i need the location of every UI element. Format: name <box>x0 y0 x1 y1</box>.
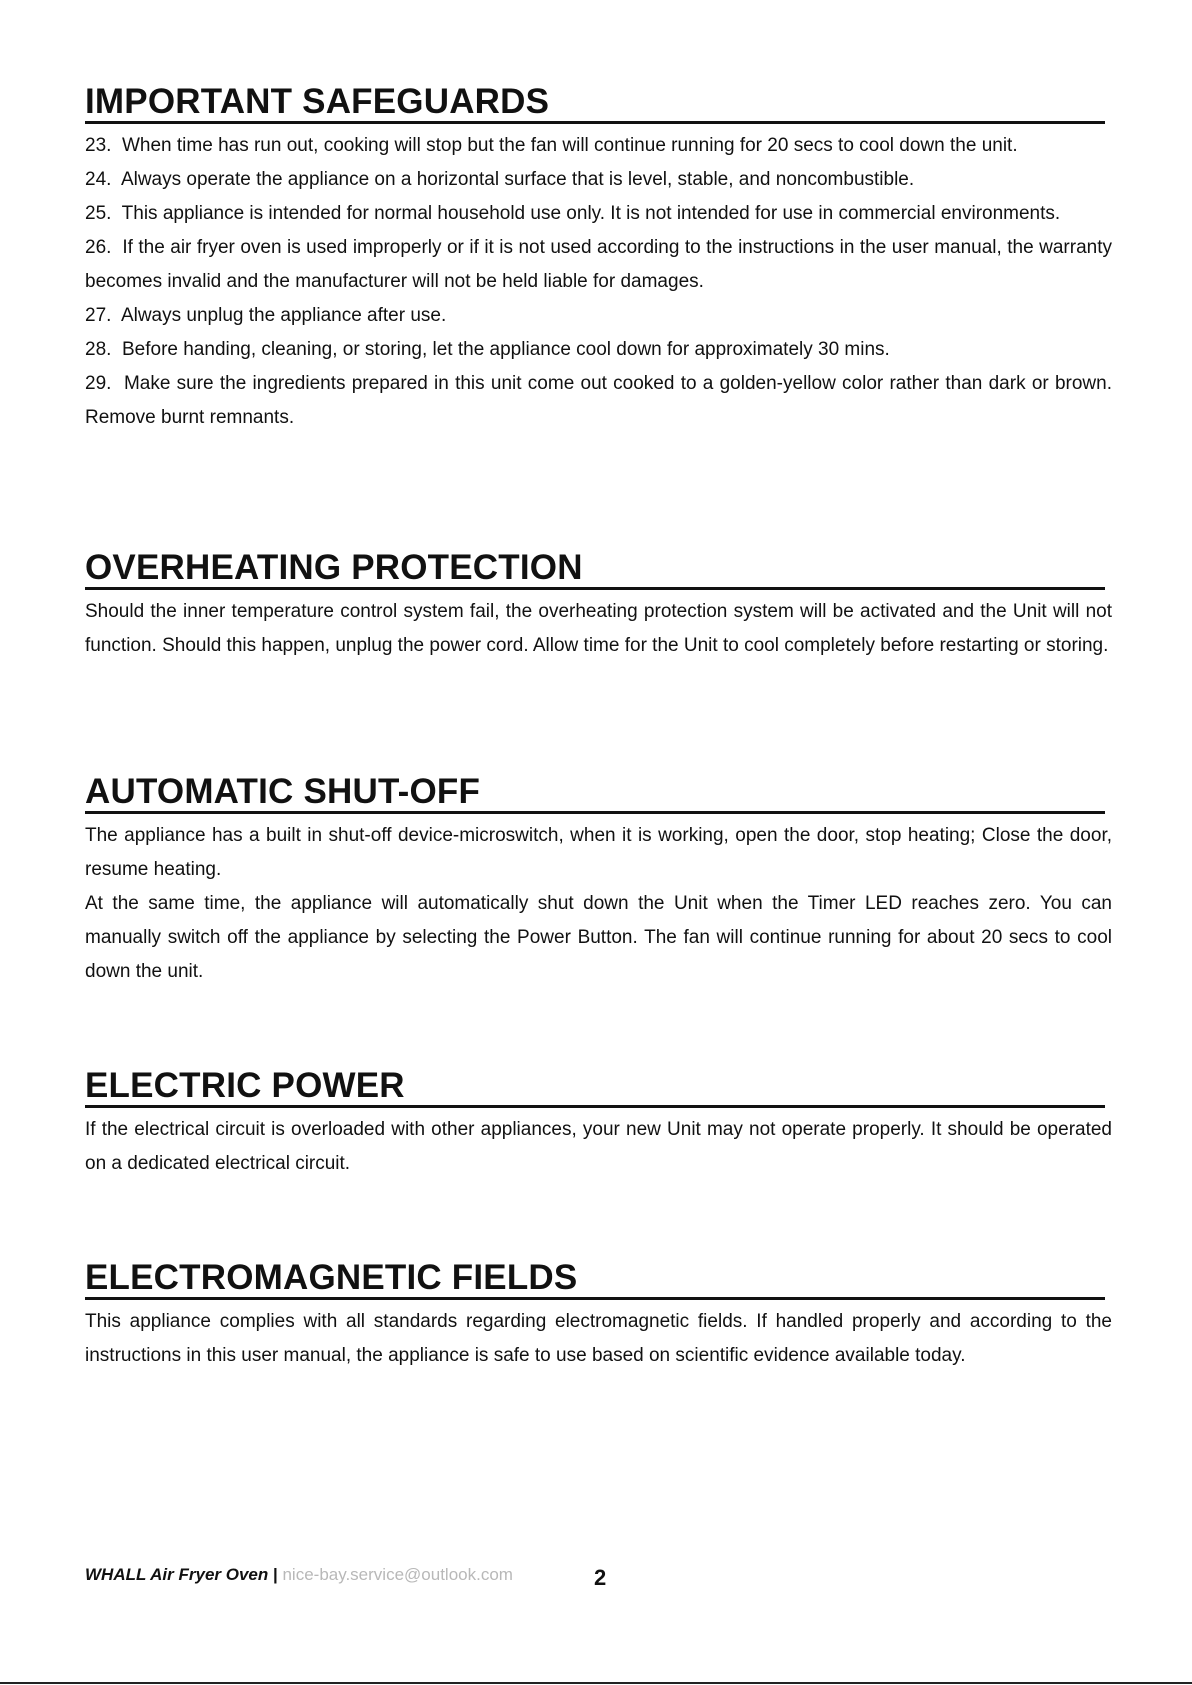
paragraph: At the same time, the appliance will automatically shut down the Unit when the Timer LED reaches zero. You can manually switch off the appliance by selecting the Power Button. The fan will continue running for about 20 secs to cool down the unit. <box>85 893 1112 982</box>
section-heading: ELECTRIC POWER <box>85 1068 1105 1108</box>
section-electromagnetic-fields <box>85 1260 1112 1373</box>
section-electric-power <box>85 1068 1112 1181</box>
item-number: 28. <box>85 339 112 360</box>
footer-separator: | <box>268 1565 283 1584</box>
section-heading: AUTOMATIC SHUT-OFF <box>85 774 1105 814</box>
item-number: 27. <box>85 305 112 326</box>
item-number: 23. <box>85 135 112 156</box>
item-text: Before handing, cleaning, or storing, let the appliance cool down for approximately 30 mins. <box>121 339 890 360</box>
list-item <box>85 367 1112 435</box>
list-item <box>85 333 1112 367</box>
bottom-divider <box>0 1682 1192 1684</box>
page-footer <box>85 1564 513 1586</box>
footer-email: nice-bay.service@outlook.com <box>282 1565 513 1584</box>
paragraph: Should the inner temperature control system fail, the overheating protection system will be activated and the Unit will not function. Should this happen, unplug the power cord. Allow time for the Unit to cool completely before restarting or storing. <box>85 601 1112 656</box>
item-number: 26. <box>85 237 112 258</box>
item-text: When time has run out, cooking will stop but the fan will continue running for 20 secs to cool down the unit. <box>121 135 1018 156</box>
list-item <box>85 163 1112 197</box>
list-item <box>85 299 1112 333</box>
item-text: If the air fryer oven is used improperly or if it is not used according to the instructions in the user manual, the warranty becomes invalid and the manufacturer will not be held liable for damages. <box>85 237 1112 292</box>
paragraph: The appliance has a built in shut-off device-microswitch, when it is working, open the door, stop heating; Close the door, resume heating. <box>85 825 1112 880</box>
item-number: 25. <box>85 203 112 224</box>
item-text: Always operate the appliance on a horizontal surface that is level, stable, and noncombustible. <box>120 169 915 190</box>
section-overheating-protection <box>85 550 1112 663</box>
section-heading: IMPORTANT SAFEGUARDS <box>85 84 1105 124</box>
item-text: This appliance is intended for normal household use only. It is not intended for use in commercial environments. <box>121 203 1061 224</box>
section-heading: OVERHEATING PROTECTION <box>85 550 1105 590</box>
item-number: 29. <box>85 373 112 394</box>
page-number: 2 <box>594 1565 607 1590</box>
list-item <box>85 197 1112 231</box>
footer-brand: WHALL Air Fryer Oven <box>85 1565 269 1584</box>
list-item <box>85 129 1112 163</box>
section-heading: ELECTROMAGNETIC FIELDS <box>85 1260 1105 1300</box>
list-item <box>85 231 1112 299</box>
safeguards-list <box>85 129 1112 435</box>
section-important-safeguards <box>85 84 1112 435</box>
item-text: Always unplug the appliance after use. <box>120 305 447 326</box>
section-automatic-shut-off <box>85 774 1112 989</box>
item-text: Make sure the ingredients prepared in this unit come out cooked to a golden-yellow color rather than dark or brown. Remove burnt remnants. <box>85 373 1112 428</box>
paragraph: If the electrical circuit is overloaded with other appliances, your new Unit may not operate properly. It should be operated on a dedicated electrical circuit. <box>85 1119 1112 1174</box>
item-number: 24. <box>85 169 112 190</box>
paragraph: This appliance complies with all standards regarding electromagnetic fields. If handled properly and according to the instructions in this user manual, the appliance is safe to use based on scientific evidence available today. <box>85 1311 1112 1366</box>
